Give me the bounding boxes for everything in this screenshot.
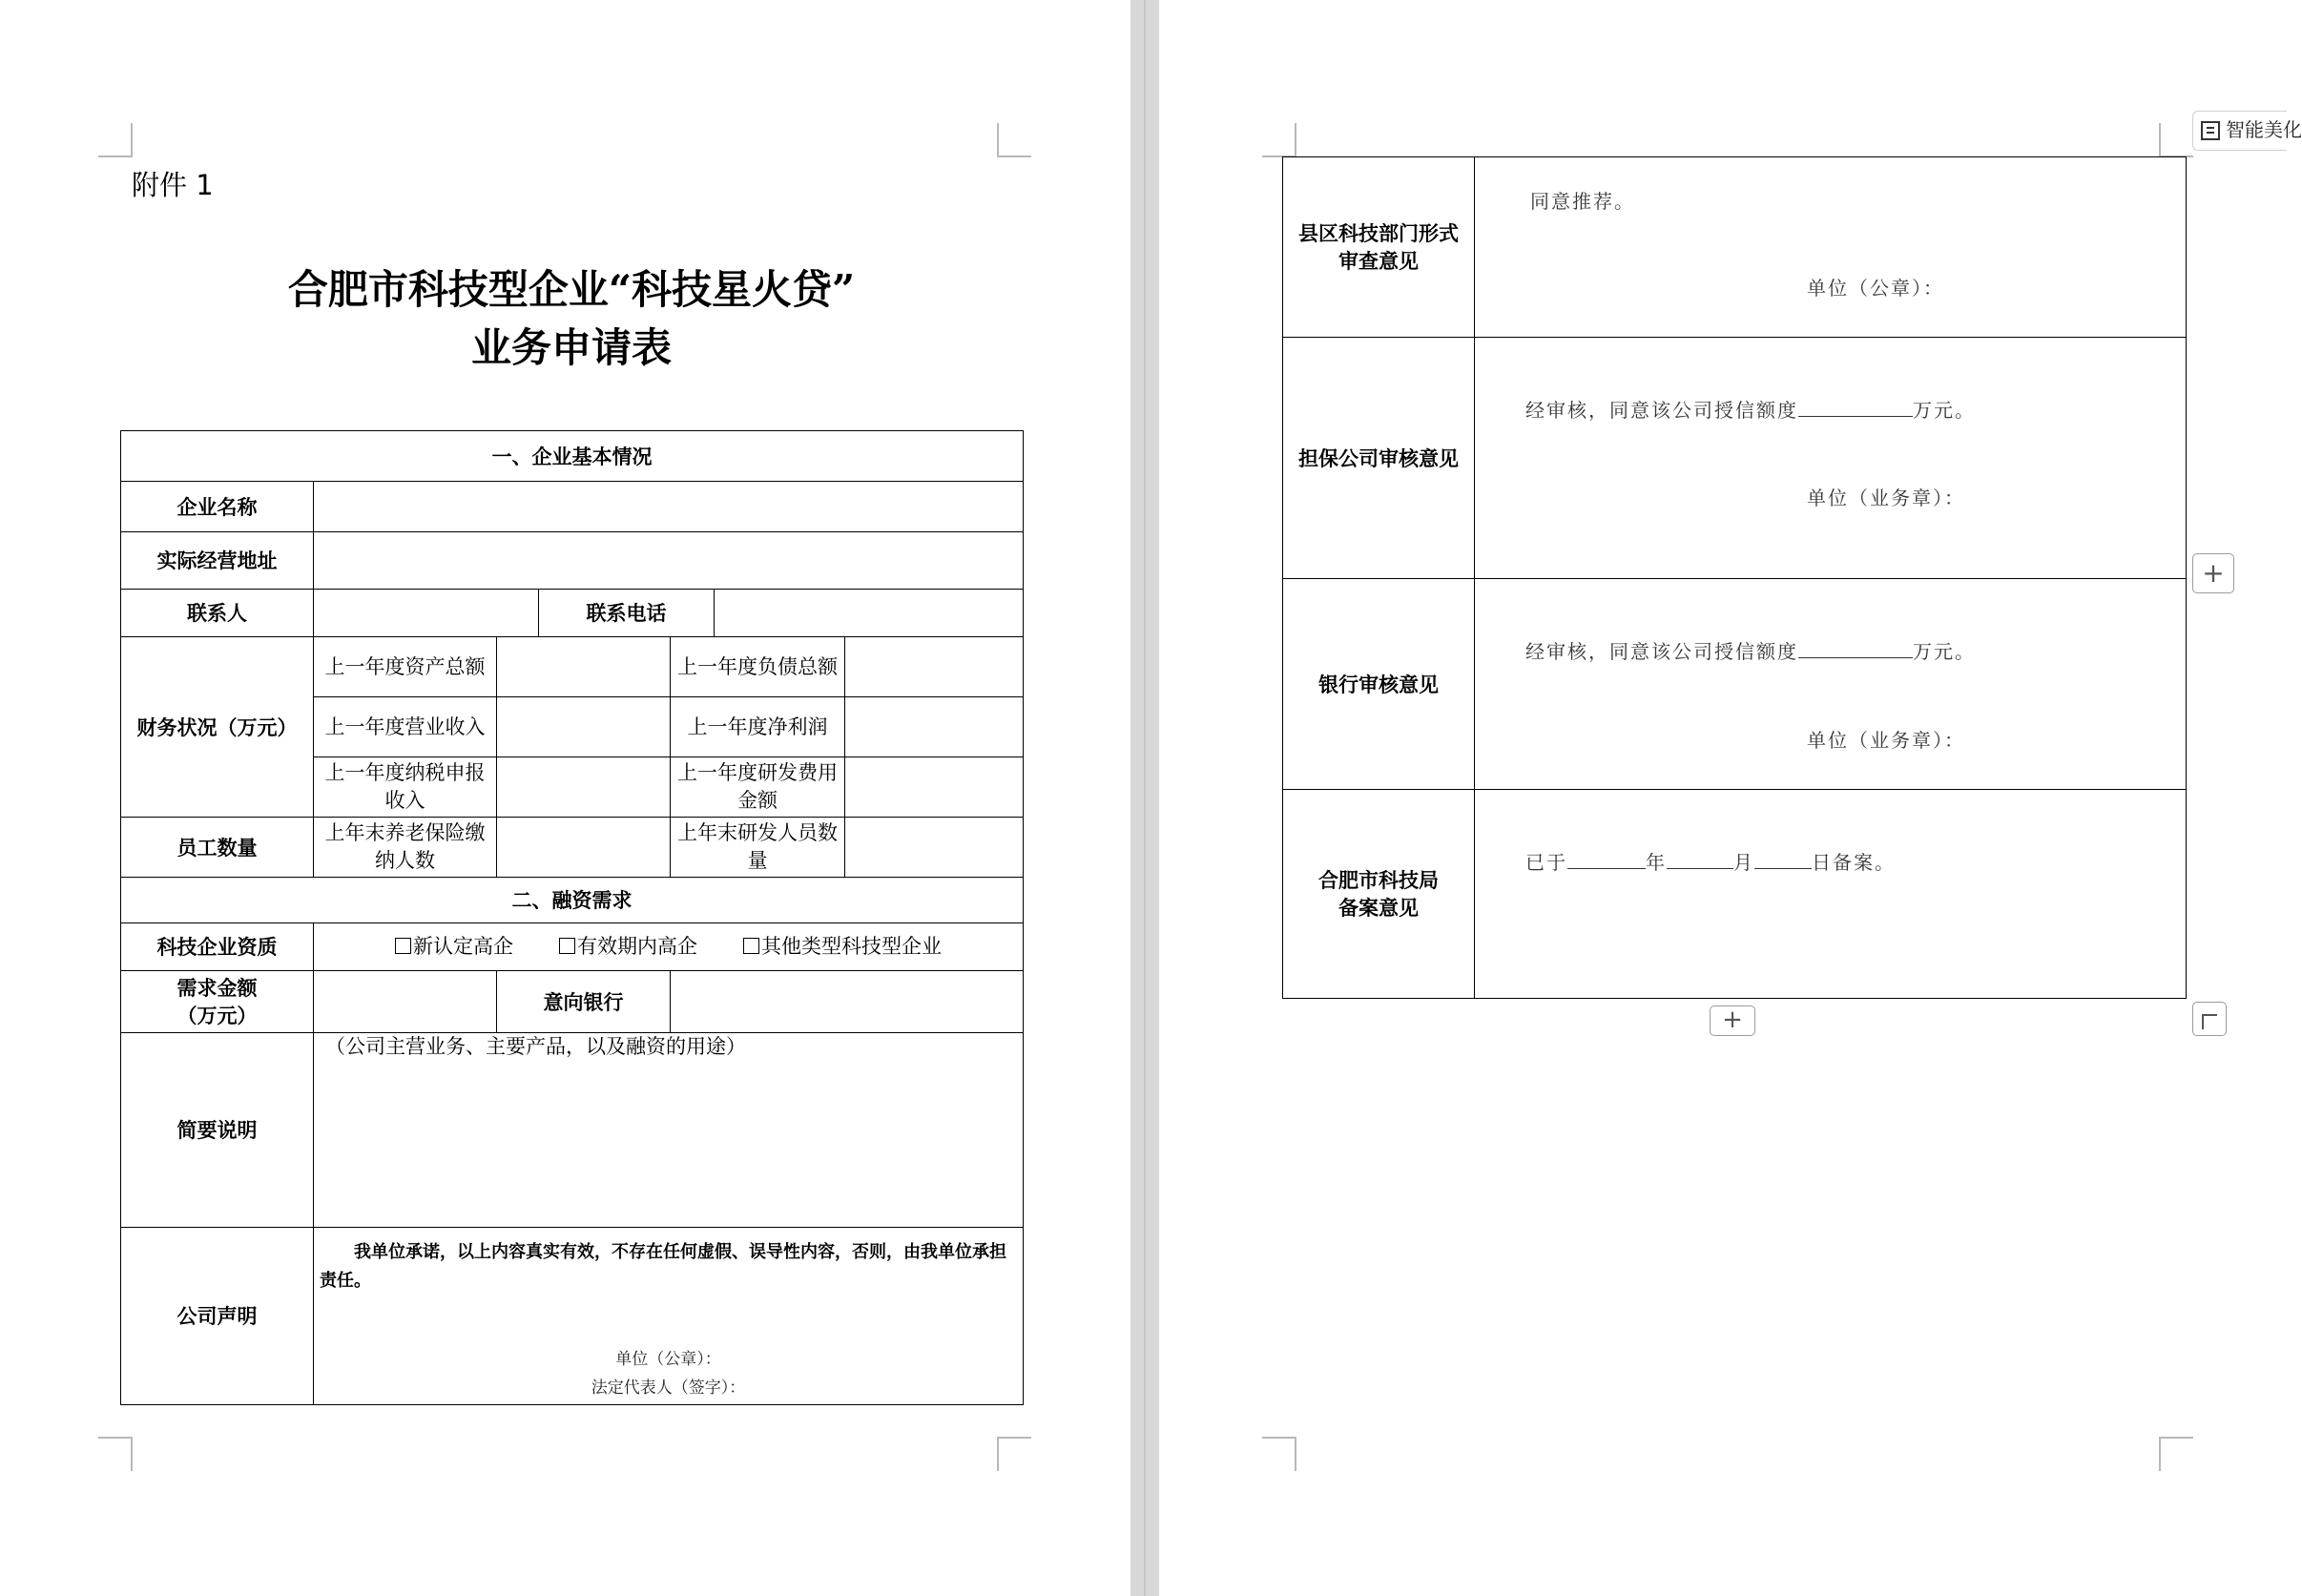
smart-beautify-button[interactable] [2192,111,2302,151]
bureau-label-line-2: 备案意见 [1338,896,1419,920]
liabilities-label: 上一年度负债总额 [671,637,845,697]
phone-field[interactable] [715,590,1024,637]
liabilities-field[interactable] [845,637,1024,697]
add-row-icon[interactable]: + [1710,1005,1755,1036]
brief-field[interactable]: （公司主营业务、主要产品，以及融资的用途） [314,1033,1024,1228]
table-resize-icon[interactable] [2192,1002,2227,1036]
guarantee-review-label: 担保公司审核意见 [1283,338,1475,579]
county-opinion-cell[interactable] [1475,157,2187,338]
seal-label: 单位（公章）： [615,1349,721,1369]
application-form-table [120,430,1024,1405]
margin-mark-top-left [1262,123,1296,157]
credit-amount-blank[interactable] [1798,416,1913,417]
qualification-options [314,923,1024,971]
margin-mark-bottom-left [98,1437,133,1471]
bureau-label-line-1: 合肥市科技局 [1318,868,1439,892]
declaration-cell[interactable] [314,1228,1024,1405]
checkbox-icon[interactable] [743,938,759,954]
bureau-record-cell[interactable] [1475,790,2187,999]
document-title-line-2: 业务申请表 [470,324,672,371]
phone-label: 联系电话 [539,590,715,637]
margin-mark-bottom-right [997,1437,1031,1471]
brief-label: 简要说明 [121,1033,314,1228]
staff-label: 员工数量 [121,818,314,878]
net-profit-label: 上一年度净利润 [671,697,845,757]
tax-revenue-label: 上一年度纳税申报收入 [314,757,497,818]
county-opinion-text: 同意推荐。 [1530,190,1635,213]
margin-mark-top-left [98,123,133,157]
bank-opinion-text: 经审核，同意该公司授信额度 万元。 [1525,640,1976,663]
declaration-text: 我单位承诺，以上内容真实有效，不存在任何虚假、误导性内容，否则，由我单位承担责任。 [320,1241,1006,1291]
section-basic-info-heading: 一、企业基本情况 [121,431,1024,482]
bank-review-label: 银行审核意见 [1283,579,1475,790]
document-title-line-1: 合肥市科技型企业“科技星火贷” [287,266,856,313]
qual-option-valid[interactable]: 有效期内高企 [559,933,697,961]
credit-amount-blank[interactable] [1798,657,1913,658]
margin-mark-bottom-right [2159,1437,2193,1471]
amount-label-line-2: （万元） [176,1004,258,1027]
company-name-field[interactable] [314,482,1024,532]
amount-label-line-1: 需求金额 [176,976,258,1000]
tax-revenue-field[interactable] [497,757,671,818]
legal-rep-label: 法定代表人（签字）： [591,1378,746,1398]
annex-label: 附件 1 [132,169,214,201]
bureau-record-text: 已于 年 月 日备案。 [1525,851,1896,874]
finance-label: 财务状况（万元） [121,637,314,818]
rd-staff-label: 上年末研发人员数量 [671,818,845,878]
bureau-record-label [1283,790,1475,999]
assets-field[interactable] [497,637,671,697]
add-column-icon[interactable]: + [2192,553,2234,593]
amount-field[interactable] [314,971,497,1033]
address-field[interactable] [314,532,1024,590]
contact-field[interactable] [314,590,539,637]
assets-label: 上一年度资产总额 [314,637,497,697]
declaration-label: 公司声明 [121,1228,314,1405]
guarantee-seal-label: 单位（业务章）： [1807,487,1965,509]
county-label-line-1: 县区科技部门形式 [1298,221,1459,245]
county-label-line-2: 审查意见 [1338,249,1419,273]
county-seal-label: 单位（公章）： [1807,277,1944,300]
company-name-label: 企业名称 [121,482,314,532]
bank-seal-label: 单位（业务章）： [1807,729,1965,752]
section-financing-heading: 二、融资需求 [121,878,1024,923]
document-page-2 [1159,0,2286,1596]
revenue-label: 上一年度营业收入 [314,697,497,757]
guarantee-opinion-text: 经审核，同意该公司授信额度 万元。 [1525,399,1976,422]
pension-field[interactable] [497,818,671,878]
qual-option-new[interactable]: 新认定高企 [395,933,513,961]
page-gap [1130,0,1159,1596]
margin-mark-top-right [997,123,1031,157]
county-review-label [1283,157,1475,338]
margin-mark-bottom-left [1262,1437,1296,1471]
review-opinion-table [1282,156,2187,999]
pension-label: 上年末养老保险缴纳人数 [314,818,497,878]
bank-field[interactable] [671,971,1024,1033]
rd-staff-field[interactable] [845,818,1024,878]
smart-beautify-label: 智能美化 [2226,118,2302,141]
smart-beautify-icon [2201,121,2220,140]
year-blank[interactable] [1567,868,1646,869]
month-blank[interactable] [1667,868,1733,869]
document-page-1 [0,0,1130,1596]
qual-option-other[interactable]: 其他类型科技型企业 [743,933,942,961]
net-profit-field[interactable] [845,697,1024,757]
address-label: 实际经营地址 [121,532,314,590]
bank-opinion-cell[interactable] [1475,579,2187,790]
margin-mark-top-right [2159,123,2193,157]
checkbox-icon[interactable] [559,938,575,954]
rd-expense-field[interactable] [845,757,1024,818]
revenue-field[interactable] [497,697,671,757]
checkbox-icon[interactable] [395,938,411,954]
day-blank[interactable] [1754,868,1812,869]
guarantee-opinion-cell[interactable] [1475,338,2187,579]
contact-label: 联系人 [121,590,314,637]
qualification-label: 科技企业资质 [121,923,314,971]
amount-label [121,971,314,1033]
rd-expense-label: 上一年度研发费用金额 [671,757,845,818]
bank-label: 意向银行 [497,971,671,1033]
